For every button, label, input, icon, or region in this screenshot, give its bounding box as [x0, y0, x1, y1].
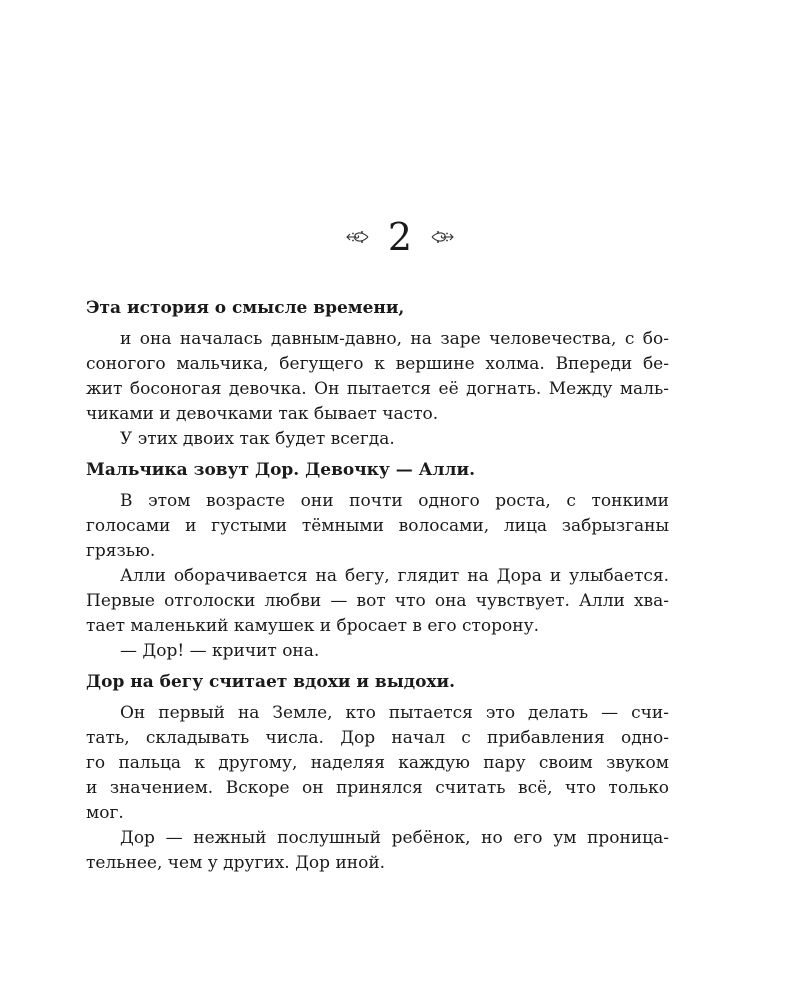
section-title: Эта история о смысле времени,: [86, 298, 405, 318]
text-line: соногого мальчика, бегущего к вершине холма. Впереди бе-: [86, 354, 669, 374]
text-line: тать, складывать числа. Дор начал с прибавления одно-: [86, 728, 669, 748]
text-line: мог.: [86, 803, 124, 823]
text-line: грязью.: [86, 541, 156, 561]
text-line: Дор — нежный послушный ребёнок, но его ум проница-: [120, 828, 669, 848]
paragraph: [86, 427, 669, 452]
chapter-number: 2: [387, 215, 413, 259]
text-line: и она началась давным-давно, на заре человечества, с бо-: [120, 329, 669, 349]
text-line: В этом возрасте они почти одного роста, с тонкими: [120, 491, 669, 511]
text-line: голосами и густыми тёмными волосами, лица забрызганы: [86, 516, 669, 536]
left-fleuron-icon: [344, 227, 370, 247]
paragraph: [86, 489, 669, 564]
text-line: чиками и девочками так бывает часто.: [86, 404, 439, 424]
paragraph: [86, 639, 669, 664]
text-line: жит босоногая девочка. Он пытается её догнать. Между маль-: [86, 379, 669, 399]
text-line: Он первый на Земле, кто пытается это делать — счи-: [120, 703, 669, 723]
text-line: Первые отголоски любви — вот что она чувствует. Алли хва-: [86, 591, 669, 611]
text-line: Алли оборачивается на бегу, глядит на Дора и улыбается.: [120, 566, 669, 586]
chapter-heading: [0, 212, 800, 262]
text-line: го пальца к другому, наделяя каждую пару своим звуком: [86, 753, 669, 773]
text-line: и значением. Вскоре он принялся считать всё, что только: [86, 778, 669, 798]
paragraph: [86, 826, 669, 876]
paragraph: [86, 564, 669, 639]
right-fleuron-icon: [430, 227, 456, 247]
text-line: — Дор! — кричит она.: [120, 641, 320, 661]
text-line: тельнее, чем у других. Дор иной.: [86, 853, 386, 873]
paragraph: [86, 701, 669, 826]
paragraph: [86, 327, 669, 427]
text-line: У этих двоих так будет всегда.: [120, 429, 395, 449]
chapter-body: [86, 296, 669, 876]
section-title: Дор на бегу считает вдохи и выдохи.: [86, 672, 456, 692]
section-title: Мальчика зовут Дор. Девочку — Алли.: [86, 460, 475, 480]
text-line: тает маленький камушек и бросает в его сторону.: [86, 616, 539, 636]
